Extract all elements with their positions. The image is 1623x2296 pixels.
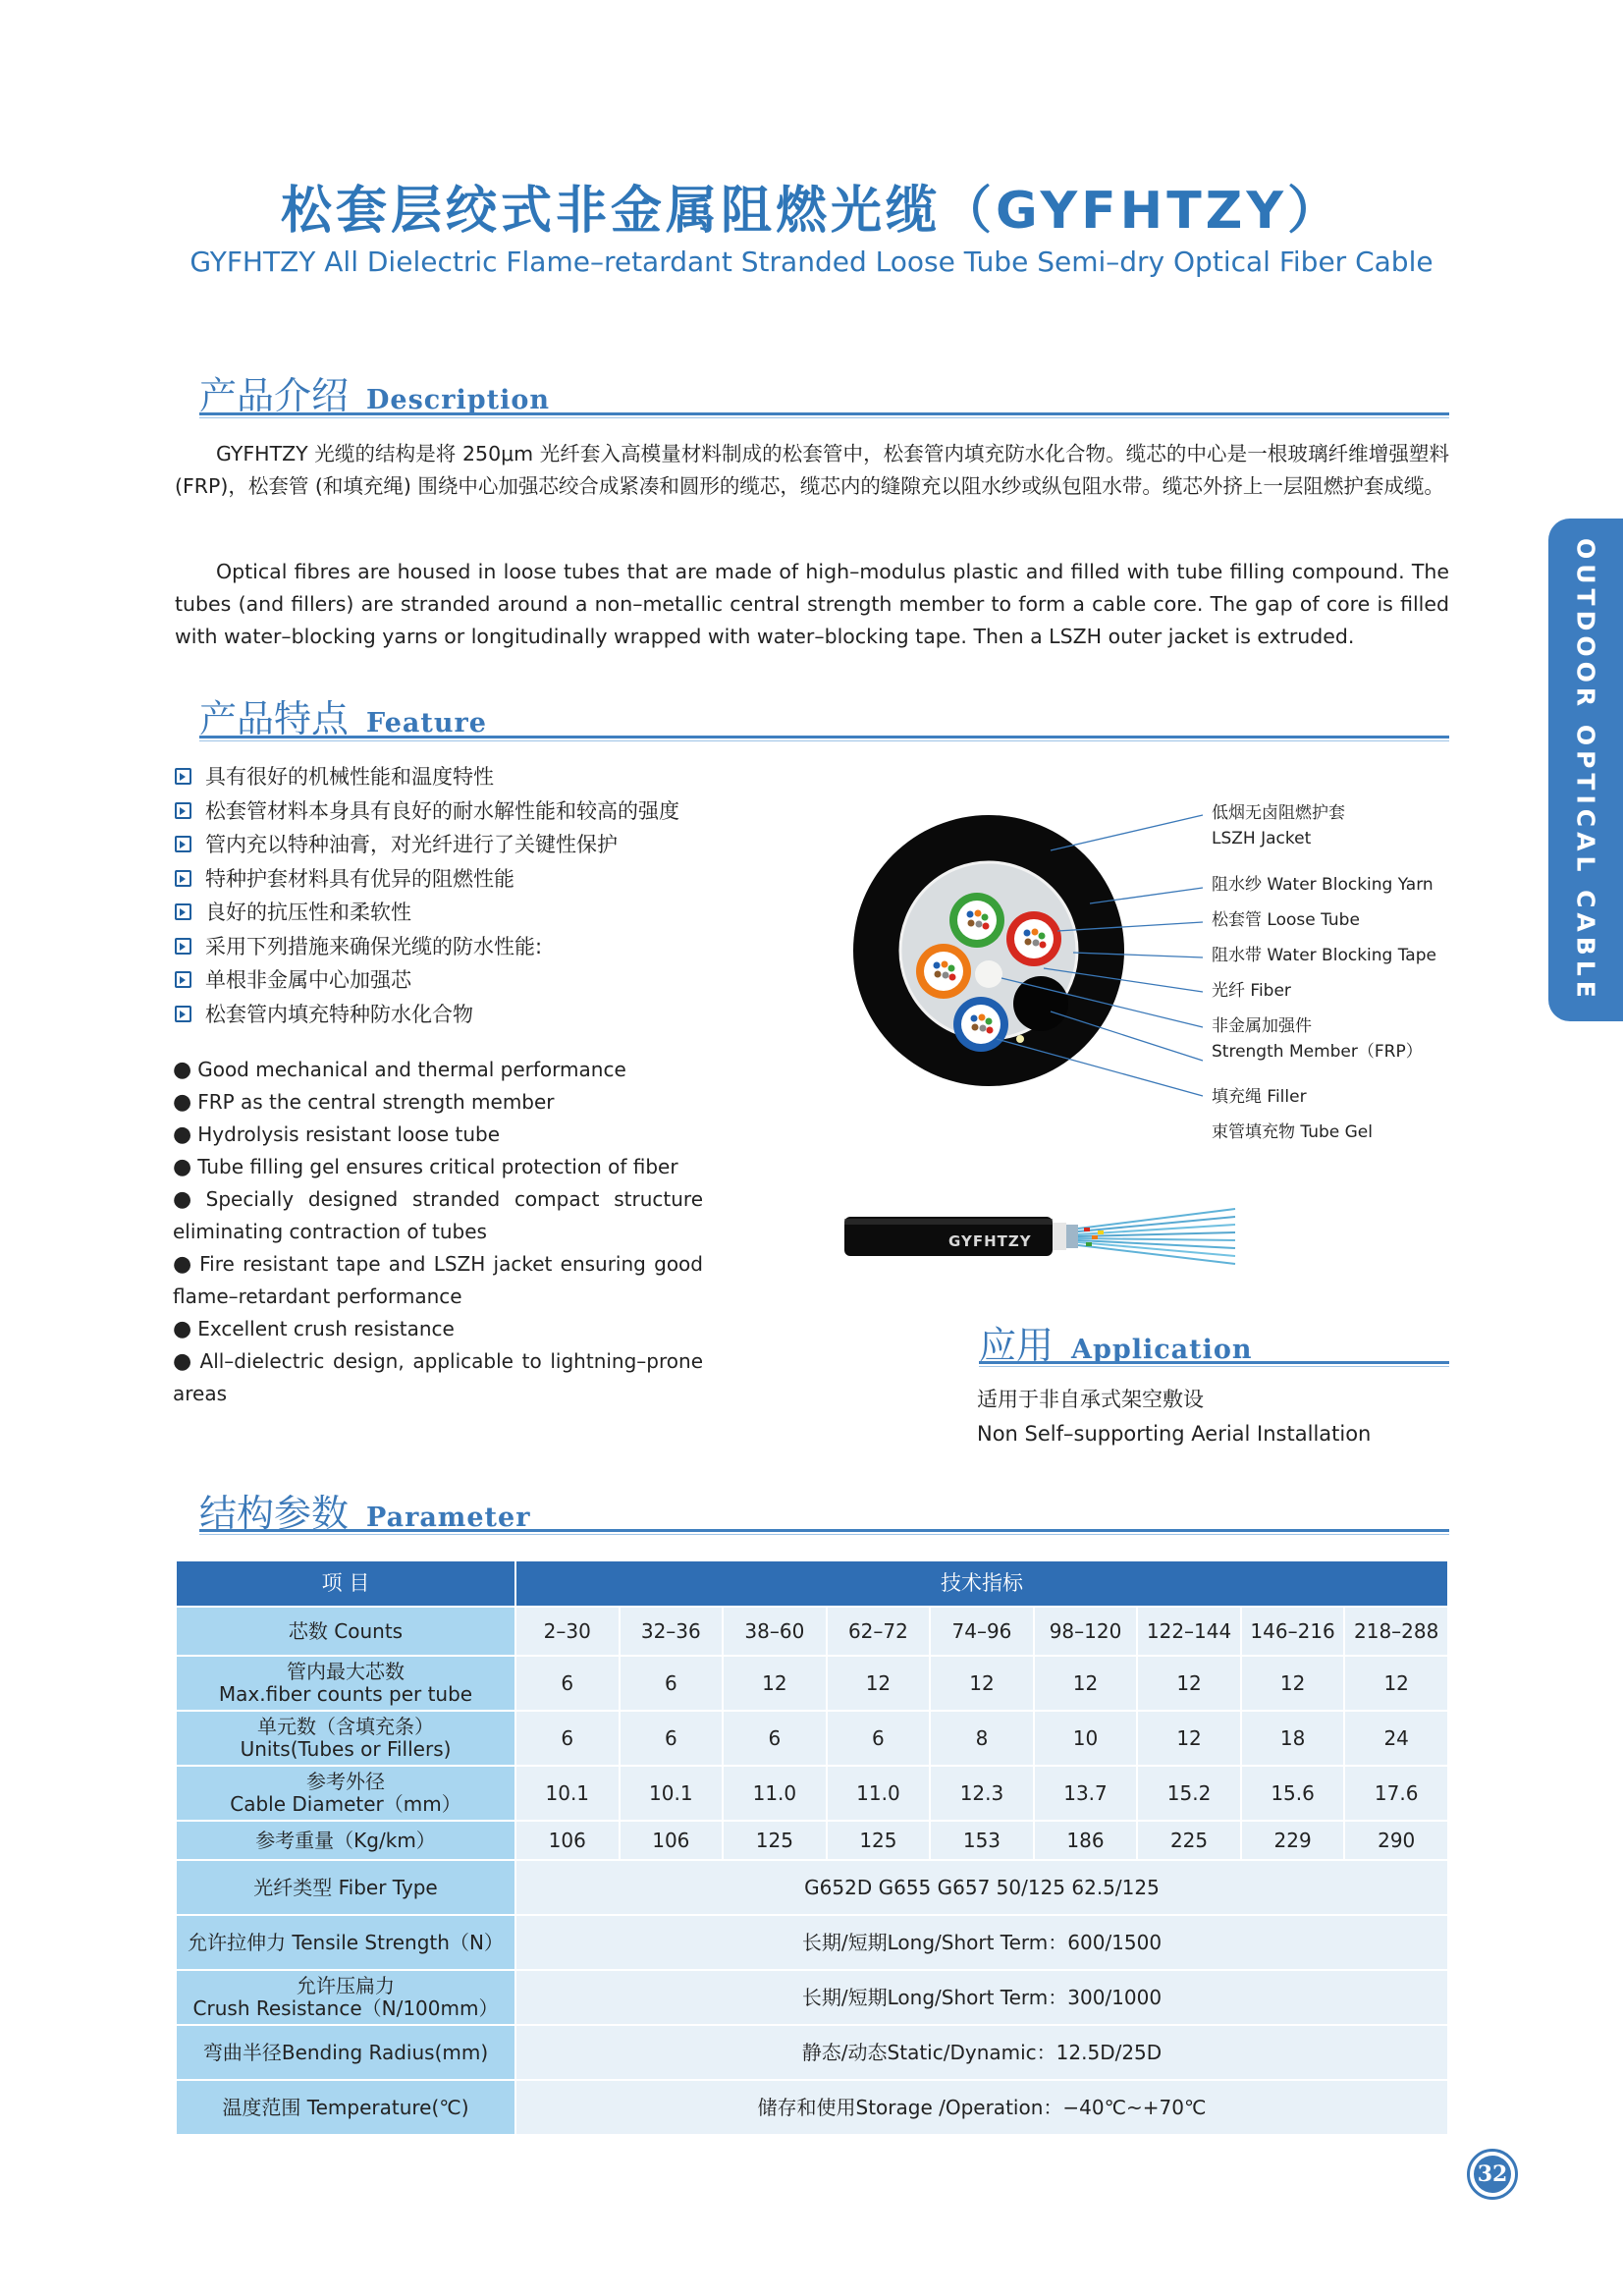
feature-item-en: ● Excellent crush resistance: [173, 1317, 455, 1341]
feature-item-cn: 管内充以特种油膏，对光纤进行了关键性保护: [175, 828, 725, 862]
table-row-merged: 弯曲半径Bending Radius(mm) 静态/动态Static/Dynamic：12.5D/25D: [176, 2025, 1448, 2080]
label-fiber: 光纤 Fiber: [1212, 981, 1291, 1001]
bullet-dot-icon: ●: [173, 1187, 200, 1212]
feature-item-en: ● Fire resistant tape and LSZH jacket ensuring good flame–retardant performance: [173, 1252, 703, 1308]
feature-item-en: ● FRP as the central strength member: [173, 1090, 555, 1115]
row-label: 光纤类型 Fiber Type: [176, 1860, 515, 1915]
feature-heading-cn: 产品特点: [199, 697, 350, 740]
table-row-counts: 芯数 Counts 2–30 32–36 38–60 62–72 74–96 98–120 122–144 146–216 218–288: [176, 1607, 1448, 1656]
bullet-dot-icon: ●: [173, 1058, 192, 1082]
description-para-en: Optical fibres are housed in loose tubes that are made of high–modulus plastic and filled with tube filling compound. The tubes (and fillers) are stranded around a non–metallic central strength member to form a cable core. The gap of core is filled with water–blocking yarns or longitudinally wrapped with water–blocking tape. Then a LSZH outer jacket is extruded.: [175, 560, 1449, 648]
arrow-bullet-icon: [175, 802, 191, 819]
arrow-bullet-icon: [175, 971, 191, 988]
feature-item-en: ● Specially designed stranded compact structure eliminating contraction of tubes: [173, 1187, 703, 1243]
side-tab: [1548, 519, 1623, 1021]
feature-list-en: [173, 1054, 703, 1410]
row-label: 芯数 Counts: [176, 1607, 515, 1656]
table-row-merged: 允许拉伸力 Tensile Strength（N） 长期/短期Long/Short Term：600/1500: [176, 1915, 1448, 1970]
application-text-en: Non Self–supporting Aerial Installation: [977, 1422, 1372, 1446]
table-row: 参考外径 Cable Diameter（mm） 10.1 10.1 11.0 11.0 12.3 13.7 15.2 15.6 17.6: [176, 1766, 1448, 1821]
cable-side-illustration: [844, 1203, 1237, 1270]
label-strength-member: 非金属加强件 Strength Member（FRP）: [1212, 1016, 1423, 1062]
description-para-cn: GYFHTZY 光缆的结构是将 250μm 光纤套入高模量材料制成的松套管中，松套管内填充防水化合物。缆芯的中心是一根玻璃纤维增强塑料 (FRP)，松套管 (和填充绳) 围绕中心加强芯绞合成紧凑和圆形的缆芯，缆芯内的缝隙充以阻水纱或纵包阻水带。缆芯外挤上一层阻燃护套成缆。: [175, 442, 1449, 498]
feature-item-cn: 具有很好的机械性能和温度特性: [175, 760, 725, 794]
description-heading: [199, 365, 550, 419]
central-strength-member: [975, 960, 1002, 988]
table-row-merged: 光纤类型 Fiber Type G652D G655 G657 50/125 62.5/125: [176, 1860, 1448, 1915]
feature-item-cn: 采用下列措施来确保光缆的防水性能:: [175, 930, 725, 964]
feature-item-cn: 松套管内填充特种防水化合物: [175, 998, 725, 1032]
arrow-bullet-icon: [175, 1006, 191, 1022]
row-label: 温度范围 Temperature(℃): [176, 2080, 515, 2135]
row-label: 参考重量（Kg/km）: [176, 1821, 515, 1860]
row-label: 管内最大芯数 Max.fiber counts per tube: [176, 1656, 515, 1711]
table-row-merged: 温度范围 Temperature(℃) 储存和使用Storage /Operation：−40℃~+70℃: [176, 2080, 1448, 2135]
description-heading-cn: 产品介绍: [199, 374, 350, 417]
loose-tube-green: [949, 893, 1004, 948]
table-header-row: [176, 1560, 1448, 1607]
bullet-dot-icon: ●: [173, 1349, 194, 1374]
loose-tube-orange: [916, 944, 971, 999]
bullet-dot-icon: ●: [173, 1155, 192, 1179]
parameter-table: [175, 1559, 1449, 2136]
description-heading-en: Description: [366, 385, 550, 415]
feature-item-en: ● Tube filling gel ensures critical protection of fiber: [173, 1155, 678, 1179]
side-tab-label: OUTDOOR OPTICAL CABLE: [1571, 537, 1600, 1003]
table-row: 参考重量（Kg/km） 106 106 125 125 153 186 225 229 290: [176, 1821, 1448, 1860]
feature-heading: [199, 688, 487, 742]
page-number: 32: [1474, 2156, 1511, 2193]
feature-item-cn: 松套管材料本身具有良好的耐水解性能和较高的强度: [175, 794, 725, 829]
feature-item-en: ● Hydrolysis resistant loose tube: [173, 1122, 501, 1147]
header-item: 项 目: [176, 1560, 515, 1607]
bullet-dot-icon: ●: [173, 1252, 194, 1277]
feature-rule: [199, 736, 1449, 741]
application-heading-en: Application: [1071, 1335, 1253, 1365]
arrow-bullet-icon: [175, 938, 191, 955]
feature-heading-en: Feature: [366, 708, 487, 738]
feature-item-cn: 特种护套材料具有优异的阻燃性能: [175, 862, 725, 897]
parameter-rule: [199, 1529, 1449, 1535]
page-subtitle: GYFHTZY All Dielectric Flame–retardant Stranded Loose Tube Semi–dry Optical Fiber Cable: [189, 246, 1434, 278]
description-rule: [199, 412, 1449, 418]
label-water-blocking-yarn: 阻水纱 Water Blocking Yarn: [1212, 875, 1434, 895]
row-label: 单元数（含填充条） Units(Tubes or Fillers): [176, 1711, 515, 1766]
page-title: 松套层绞式非金属阻燃光缆（GYFHTZY）: [280, 182, 1343, 241]
label-filler: 填充绳 Filler: [1212, 1087, 1307, 1107]
cable-cross-section-diagram: [839, 786, 1252, 1159]
label-lszh-jacket: 低烟无卤阻燃护套 LSZH Jacket: [1212, 803, 1345, 848]
parameter-heading-cn: 结构参数: [199, 1492, 350, 1535]
bullet-dot-icon: ●: [173, 1090, 192, 1115]
label-loose-tube: 松套管 Loose Tube: [1212, 910, 1360, 930]
cable-print-text: GYFHTZY: [948, 1232, 1032, 1250]
label-tube-gel: 束管填充物 Tube Gel: [1212, 1122, 1373, 1142]
bullet-dot-icon: ●: [173, 1317, 192, 1341]
row-label: 允许压扁力 Crush Resistance（N/100mm）: [176, 1970, 515, 2025]
table-row-merged: 允许压扁力 Crush Resistance（N/100mm） 长期/短期Long/Short Term：300/1000: [176, 1970, 1448, 2025]
table-row: 单元数（含填充条） Units(Tubes or Fillers) 6 6 6 6 8 10 12 18 24: [176, 1711, 1448, 1766]
feature-item-en: ● Good mechanical and thermal performance: [173, 1058, 626, 1082]
application-text-cn: 适用于非自承式架空敷设: [977, 1388, 1204, 1411]
page-number-badge: [1467, 2149, 1518, 2200]
table-row: 管内最大芯数 Max.fiber counts per tube 6 6 12 12 12 12 12 12 12: [176, 1656, 1448, 1711]
row-label: 允许拉伸力 Tensile Strength（N）: [176, 1915, 515, 1970]
label-water-blocking-tape: 阻水带 Water Blocking Tape: [1212, 946, 1436, 965]
row-label: 参考外径 Cable Diameter（mm）: [176, 1766, 515, 1821]
feature-item-en: ● All–dielectric design, applicable to lightning–prone areas: [173, 1349, 703, 1405]
row-label: 弯曲半径Bending Radius(mm): [176, 2025, 515, 2080]
header-spec: 技术指标: [515, 1560, 1448, 1607]
parameter-heading-en: Parameter: [366, 1503, 531, 1533]
filler-rod: [1013, 976, 1068, 1031]
arrow-bullet-icon: [175, 870, 191, 887]
feature-item-cn: 良好的抗压性和柔软性: [175, 896, 725, 930]
loose-tube-red: [1006, 911, 1061, 966]
bullet-dot-icon: ●: [173, 1122, 192, 1147]
arrow-bullet-icon: [175, 836, 191, 852]
loose-tube-blue: [953, 997, 1008, 1052]
application-rule: [979, 1361, 1449, 1367]
arrow-bullet-icon: [175, 903, 191, 920]
feature-item-cn: 单根非金属中心加强芯: [175, 963, 725, 998]
application-heading-cn: 应用: [979, 1324, 1055, 1367]
arrow-bullet-icon: [175, 768, 191, 785]
feature-list-cn: [175, 760, 725, 1031]
